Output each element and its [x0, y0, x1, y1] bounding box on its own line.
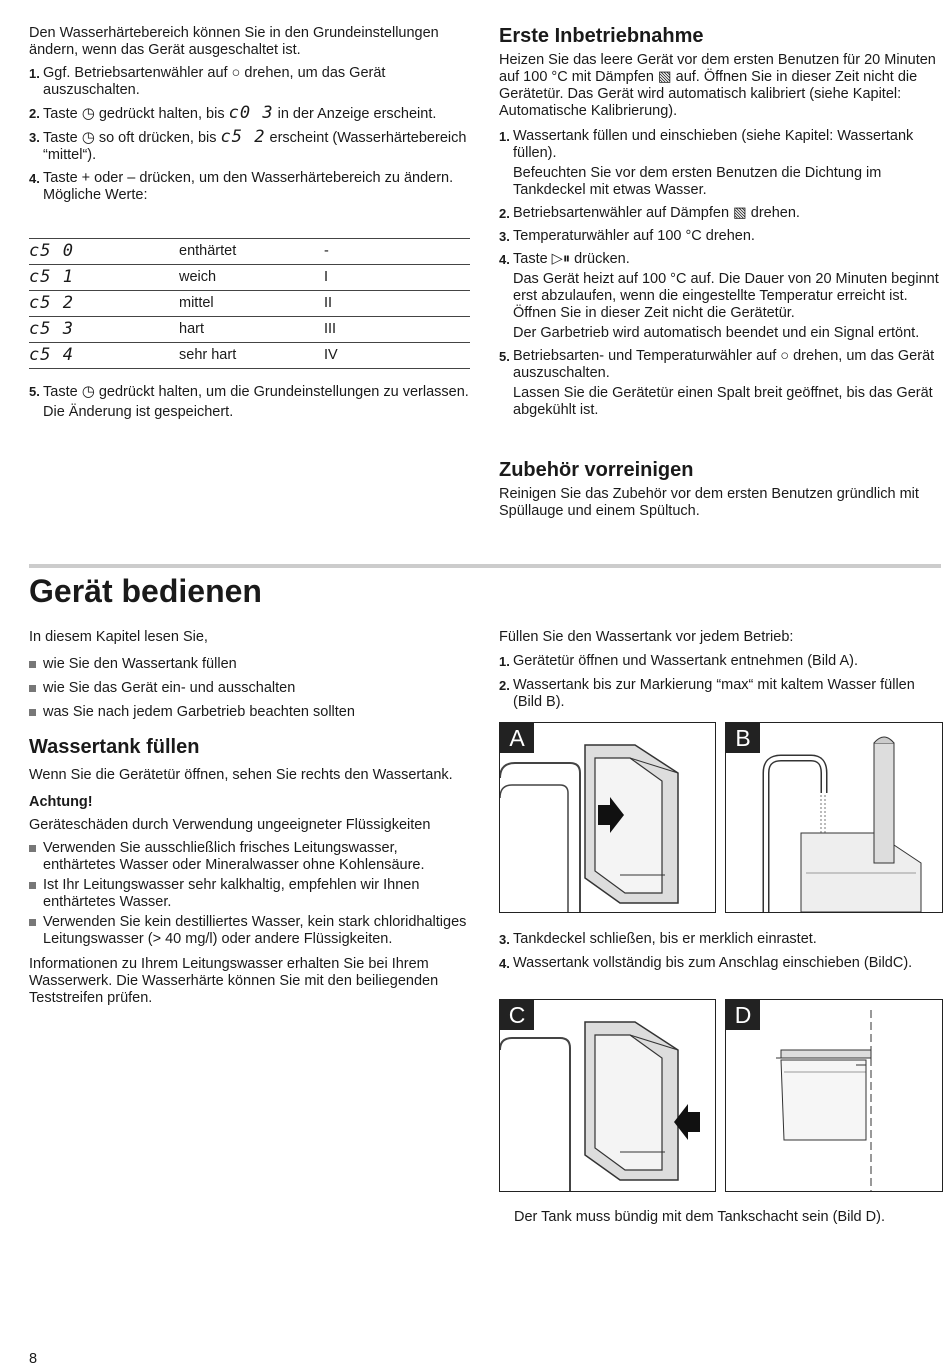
step-1: 1. Wassertank füllen und einschieben (siehe Kapitel: Wassertank füllen). Befeuchten Sie vor dem ersten Benutzen die Dichtung im Tankdeckel mit etwas Wasser.: [499, 128, 914, 198]
figure-a: A: [499, 722, 716, 913]
list-item: Verwenden Sie ausschließlich frisches Leitungswasser, enthärtetes Wasser oder Mineralwasser ohne Kohlensäure.: [29, 840, 470, 874]
section-heading: Zubehör vorreinigen: [499, 459, 694, 481]
list-item: wie Sie den Wassertank füllen: [29, 656, 470, 673]
chapter-left: [29, 629, 470, 1007]
warning-bullets: [29, 840, 470, 948]
hardness-level: I: [324, 265, 470, 291]
hardness-label: hart: [179, 317, 324, 343]
warning-title: Achtung!: [29, 794, 93, 810]
clock-icon: ◷: [81, 104, 95, 122]
display-code: c0 3: [228, 103, 274, 123]
figure-b: B: [725, 722, 943, 913]
page-number: 8: [29, 1351, 38, 1367]
hardness-code: c5 0: [29, 239, 179, 265]
step-4: 4. Taste + oder – drücken, um den Wasserhärtebereich zu ändern. Mögliche Werte:: [29, 170, 454, 203]
figure-c: C: [499, 999, 716, 1192]
hardness-level: -: [324, 239, 470, 265]
hardness-code: c5 1: [29, 265, 179, 291]
hardness-label: mittel: [179, 291, 324, 317]
chapter-title-wrap: [29, 572, 262, 610]
step-2: 2. Wassertank bis zur Markierung “max“ mit kaltem Wasser füllen (Bild B).: [499, 677, 915, 710]
hardness-level: II: [324, 291, 470, 317]
hardness-level: IV: [324, 343, 470, 369]
table-row: [29, 291, 470, 317]
fill-intro: Füllen Sie den Wassertank vor jedem Betrieb:: [499, 629, 794, 645]
step-1: 1. Ggf. Betriebsartenwähler auf ○ drehen, um das Gerät auszuschalten.: [29, 65, 386, 98]
list-item: was Sie nach jedem Garbetrieb beachten sollten: [29, 704, 470, 721]
chapter-bullets: [29, 656, 470, 721]
section-heading: Erste Inbetriebnahme: [499, 25, 704, 47]
list-item: Ist Ihr Leitungswasser sehr kalkhaltig, empfehlen wir Ihnen enthärtetes Wasser.: [29, 877, 470, 911]
table-row: [29, 239, 470, 265]
hardness-label: weich: [179, 265, 324, 291]
section-text: Wenn Sie die Gerätetür öffnen, sehen Sie rechts den Wassertank.: [29, 767, 453, 783]
chapter-title: Gerät bedienen: [29, 573, 262, 609]
step-5: 5. Betriebsarten- und Temperaturwähler auf ○ drehen, um das Gerät auszuschalten. Lassen Sie die Gerätetür einen Spalt breit geöffnet, bis das Gerät abgekühlt ist.: [499, 348, 935, 418]
clock-icon: ◷: [81, 128, 95, 146]
list-item: wie Sie das Gerät ein- und ausschalten: [29, 680, 470, 697]
first-use-section: [499, 24, 941, 419]
hardness-code: c5 3: [29, 317, 179, 343]
accessory-text: Reinigen Sie das Zubehör vor dem ersten Benutzen gründlich mit Spüllauge und einem Spültuch.: [499, 486, 919, 519]
info-text: Informationen zu Ihrem Leitungswasser erhalten Sie bei Ihrem Wasserwerk. Die Wasserhärte können Sie mit den beiliegenden Teststreifen prüfen.: [29, 956, 439, 1006]
hardness-table: [29, 238, 470, 369]
table-row: [29, 343, 470, 369]
figure-d-note: Der Tank muss bündig mit dem Tankschacht sein (Bild D).: [514, 1209, 885, 1225]
display-code: c5 2: [220, 127, 266, 147]
hardness-code: c5 4: [29, 343, 179, 369]
figure-d-note-wrap: [514, 1209, 941, 1226]
hardness-label: enthärtet: [179, 239, 324, 265]
figure-d: D: [725, 999, 943, 1192]
hardness-table-wrap: [29, 238, 470, 369]
chapter-divider: [29, 564, 941, 568]
step-3: 3. Temperaturwähler auf 100 °C drehen.: [499, 228, 755, 244]
section-heading: Wassertank füllen: [29, 736, 200, 758]
step-1: 1. Gerätetür öffnen und Wassertank entnehmen (Bild A).: [499, 653, 858, 669]
step-3: 3. Taste ◷ so oft drücken, bis c5 2 erscheint (Wasserhärtebereich “mittel“).: [29, 127, 467, 163]
left-top-section: [29, 25, 470, 204]
list-item: Verwenden Sie kein destilliertes Wasser, kein stark chloridhaltiges Leitungswasser (> 40 mg/l) oder andere Flüssigkeiten.: [29, 914, 470, 948]
table-row: [29, 265, 470, 291]
step-2: 2. Betriebsartenwähler auf Dämpfen ▧ drehen.: [499, 205, 800, 221]
step-4: 4. Wassertank vollständig bis zum Anschlag einschieben (BildC).: [499, 955, 913, 971]
hardness-level: III: [324, 317, 470, 343]
hardness-label: sehr hart: [179, 343, 324, 369]
step-3: 3. Tankdeckel schließen, bis er merklich einrastet.: [499, 931, 817, 947]
step-2: 2. Taste ◷ gedrückt halten, bis c0 3 in der Anzeige erscheint.: [29, 103, 437, 123]
warning-text: Geräteschäden durch Verwendung ungeeigneter Flüssigkeiten: [29, 817, 431, 833]
step-5: 5. Taste ◷ gedrückt halten, um die Grundeinstellungen zu verlassen. Die Änderung ist gespeichert.: [29, 382, 469, 420]
hardness-code: c5 2: [29, 291, 179, 317]
first-use-intro: Heizen Sie das leere Gerät vor dem ersten Benutzen für 20 Minuten auf 100 °C mit Dämpfen ▧ auf. Öffnen Sie in dieser Zeit nicht die Gerätetür. Das Gerät wird automatisch kalibriert (siehe Kapitel: Automatische Kalibrierung).: [499, 52, 936, 119]
fill-instructions: [499, 629, 941, 711]
table-row: [29, 317, 470, 343]
chapter-intro: In diesem Kapitel lesen Sie,: [29, 629, 208, 645]
intro-text: Den Wasserhärtebereich können Sie in den Grundeinstellungen ändern, wenn das Gerät ausgeschaltet ist.: [29, 25, 439, 58]
clock-icon: ◷: [81, 382, 95, 400]
fill-instructions-2: [499, 931, 941, 972]
accessory-section: [499, 458, 941, 520]
step-4: 4. Taste ▷⏸ drücken. Das Gerät heizt auf 100 °C auf. Die Dauer von 20 Minuten beginnt erst abzulaufen, wenn die eingestellte Temperatur erreicht ist. Öffnen Sie in dieser Zeit nicht die Gerätetür. Der Garbetrieb wird automatisch beendet und ein Signal ertönt.: [499, 251, 939, 341]
